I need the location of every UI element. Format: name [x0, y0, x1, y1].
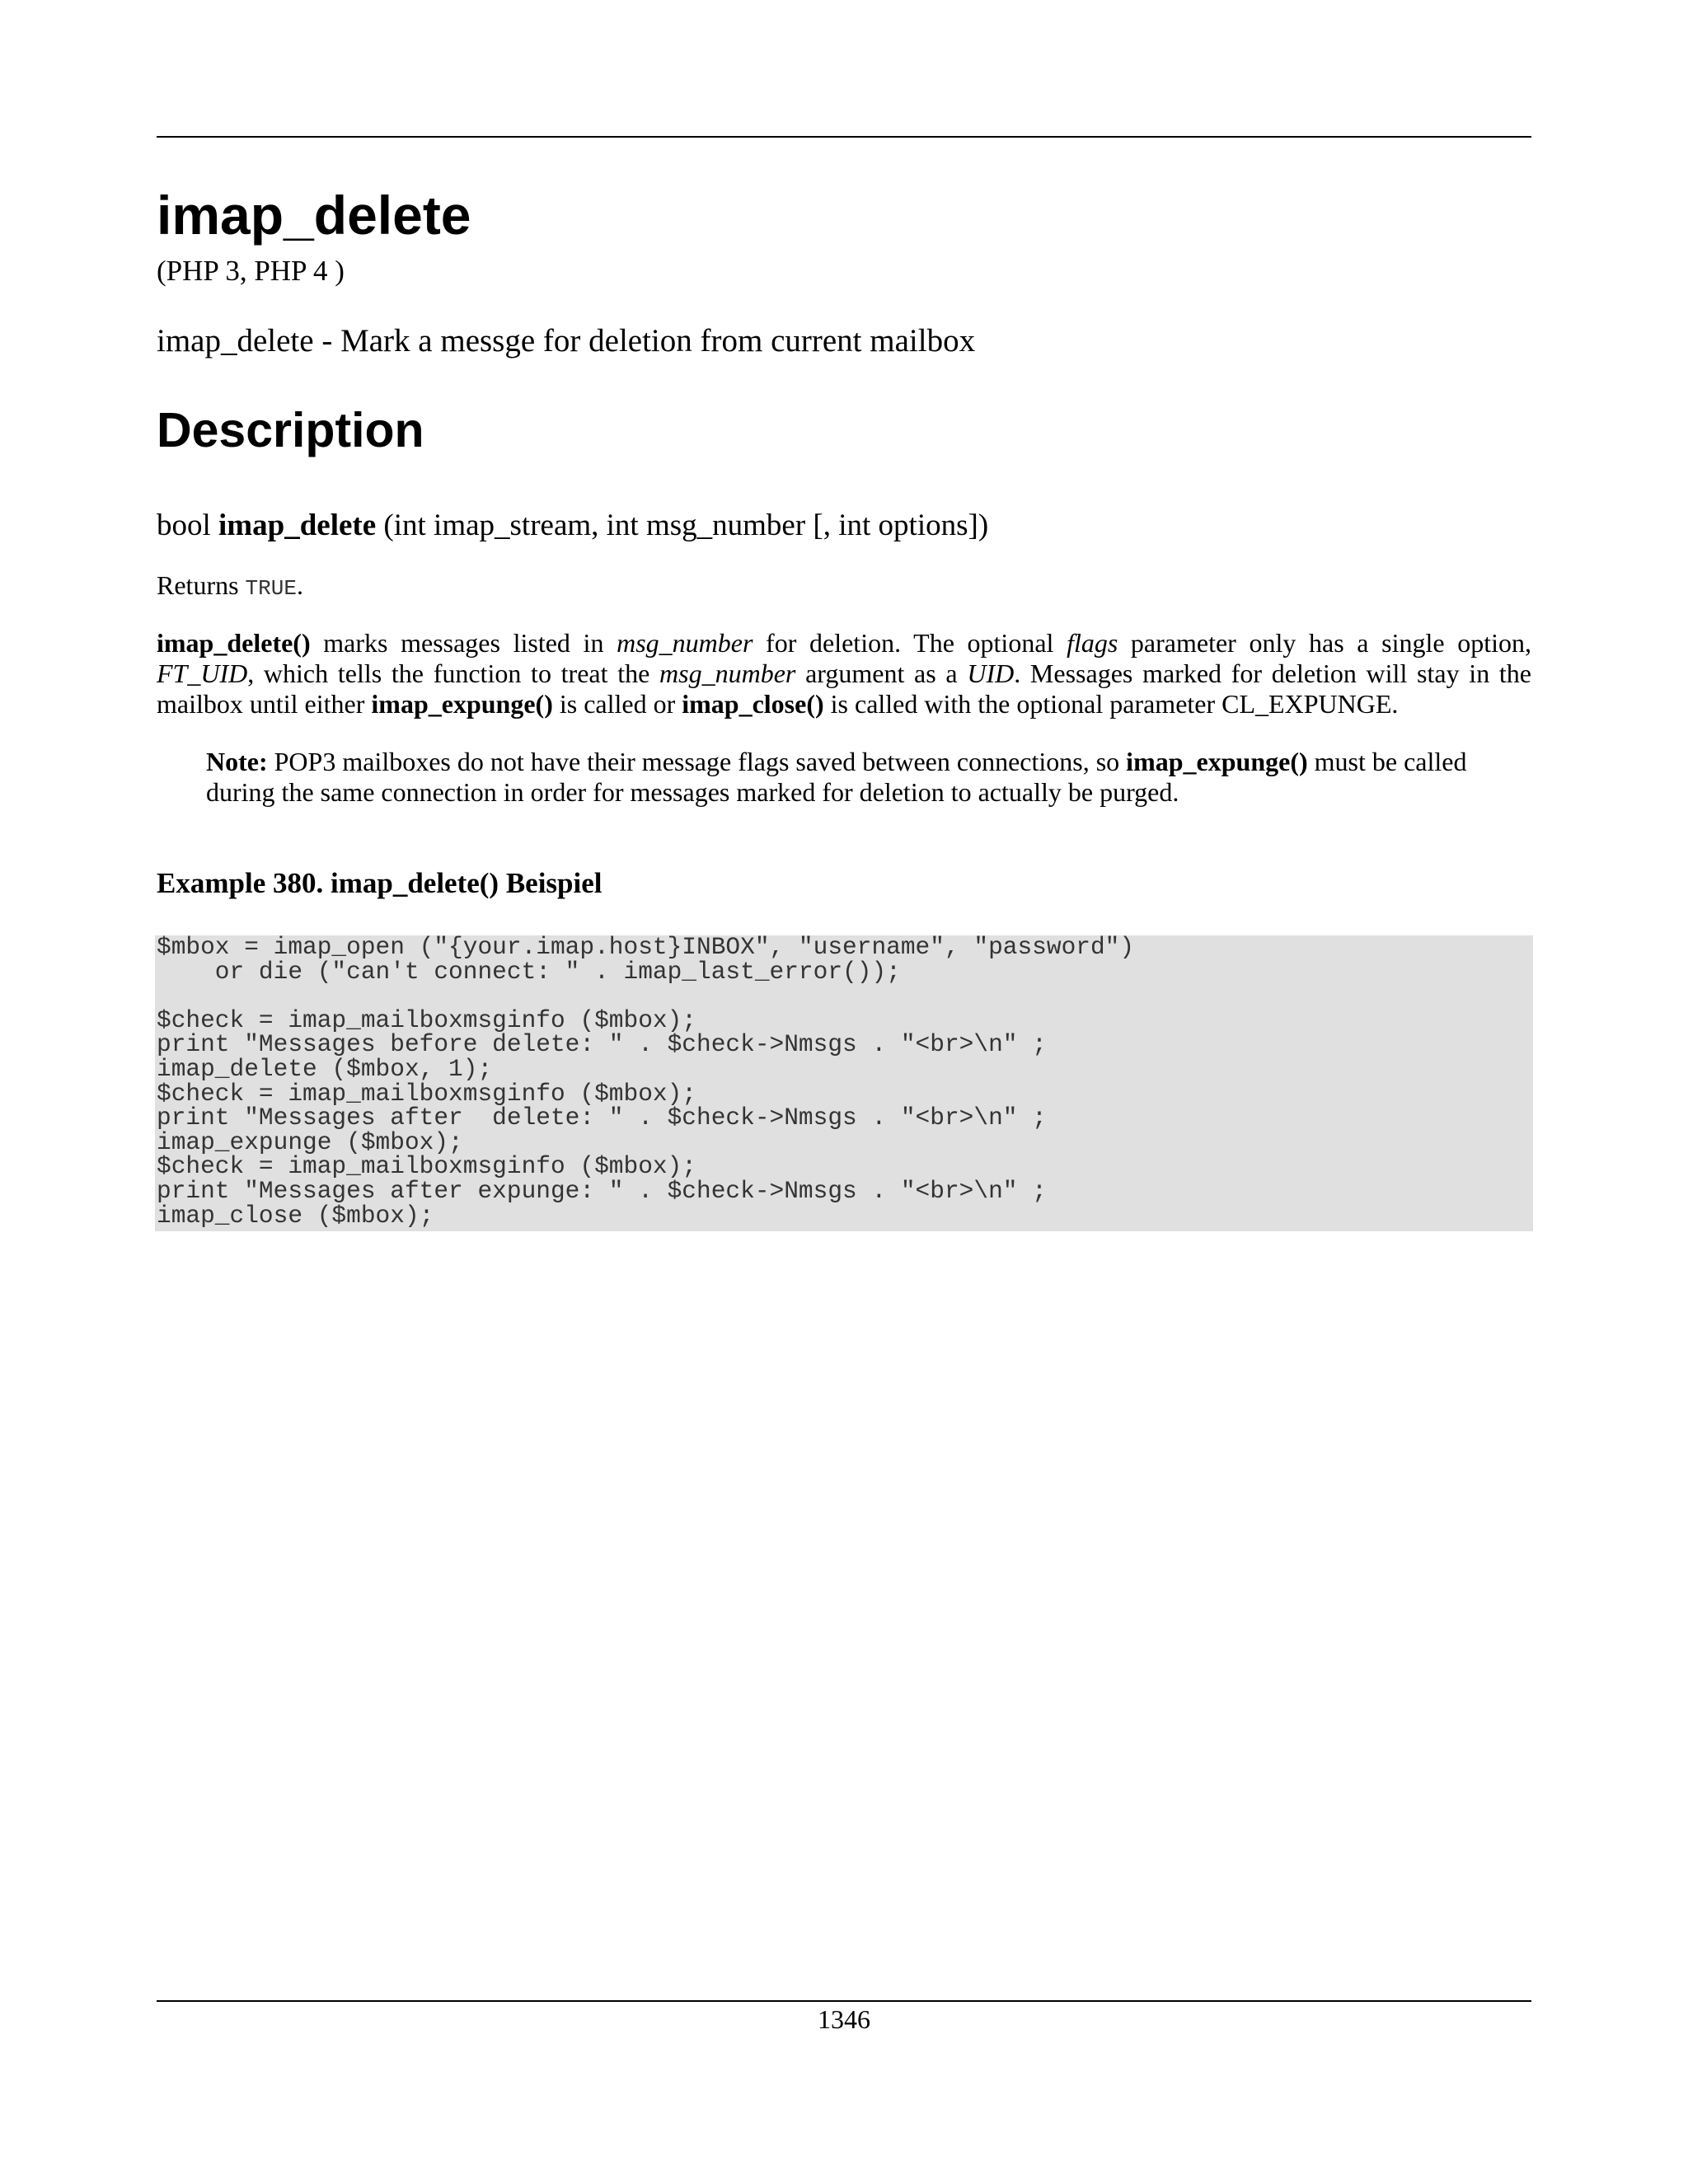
synopsis-return-type: bool	[157, 509, 211, 542]
returns-suffix: .	[296, 570, 303, 600]
synopsis-params: (int imap_stream, int msg_number [, int options])	[383, 509, 989, 542]
page-number: 1346	[818, 2004, 870, 2034]
paragraph-text: is called with the optional parameter CL_EXPUNGE.	[823, 689, 1399, 719]
footer-rule	[157, 2000, 1531, 2002]
function-ref: imap_close()	[682, 689, 824, 719]
manual-page	[157, 0, 1531, 2184]
function-ref: imap_expunge()	[371, 689, 553, 719]
paragraph-text: . Messages marked for deletion will stay in the mailbox until either	[157, 658, 1532, 719]
paragraph-text: , which tells the function to treat the	[247, 658, 660, 688]
synopsis-function-name: imap_delete	[218, 509, 377, 542]
php-versions: (PHP 3, PHP 4 )	[157, 255, 345, 287]
parameter-ref: msg_number	[659, 658, 796, 688]
parameter-ref: flags	[1067, 628, 1118, 658]
code-text: $mbox = imap_open ("{your.imap.host}INBOX", "username", "password") or die ("can't connect: " . imap_last_error()); $check = imap_mailboxmsginfo ($mbox); print "Messages before delete: " . $check->Nmsgs . "<br>\n" ; imap_delete ($mbox, 1); $check = imap_mailboxmsginfo ($mbox); print "Messages after delete: " . $check->Nmsgs . "<br>\n" ; imap_expunge ($mbox); $check = imap_mailboxmsginfo ($mbox); print "Messages after expunge: " . $check->Nmsgs . "<br>\n" ; imap_close ($mbox);	[157, 935, 1135, 1230]
note-block	[206, 747, 1492, 808]
constant-ref: FT_UID	[157, 658, 248, 688]
parameter-ref: msg_number	[617, 628, 753, 658]
paragraph-text: parameter only has a single option,	[1118, 628, 1532, 658]
page-title: imap_delete	[157, 185, 471, 246]
paragraph-text: is called or	[552, 689, 682, 719]
header-rule	[157, 136, 1531, 138]
note-text: POP3 mailboxes do not have their message flags saved between connections, so	[267, 747, 1127, 776]
example-title: Example 380. imap_delete() Beispiel	[157, 867, 603, 899]
paragraph-text: for deletion. The optional	[753, 628, 1067, 658]
note-text: must be called during the same connection in order for messages marked for deletion to actually be purged.	[206, 747, 1467, 807]
description-heading: Description	[157, 403, 424, 457]
returns-constant: TRUE	[245, 576, 297, 601]
term-ref: UID	[967, 658, 1015, 688]
paragraph-text: marks messages listed in	[310, 628, 617, 658]
description-paragraph	[157, 628, 1531, 719]
returns-prefix: Returns	[157, 570, 239, 600]
returns-line	[157, 571, 303, 601]
paragraph-text: argument as a	[795, 658, 968, 688]
note-label: Note:	[206, 747, 268, 776]
code-listing	[155, 935, 1533, 1231]
function-ref: imap_delete()	[157, 628, 311, 658]
function-synopsis	[157, 509, 988, 543]
function-ref: imap_expunge()	[1126, 747, 1308, 776]
function-purpose: imap_delete - Mark a messge for deletion from current mailbox	[157, 323, 976, 359]
